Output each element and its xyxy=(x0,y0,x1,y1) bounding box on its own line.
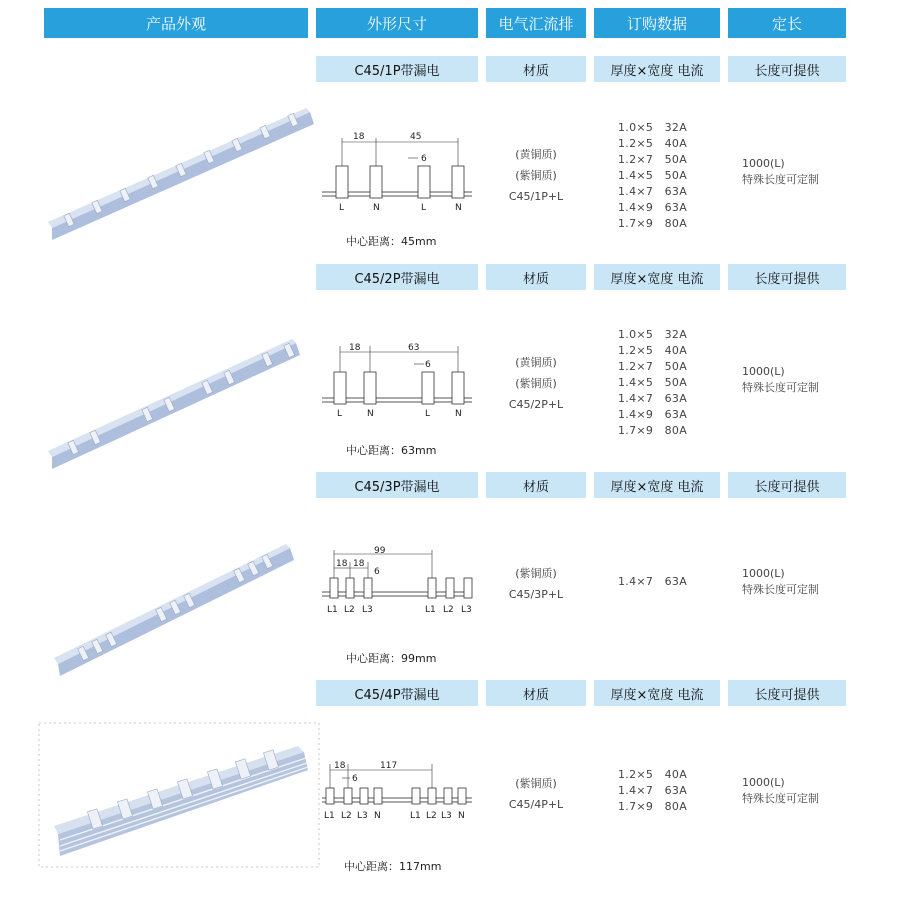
materials-1p xyxy=(486,144,586,207)
dim-label: 18 xyxy=(349,343,361,353)
center-distance-3p: 中心距离：99mm xyxy=(346,652,437,665)
pin-label: L xyxy=(425,409,431,419)
pin-label: N xyxy=(373,203,380,213)
length-note: 特殊长度可定制 xyxy=(742,583,819,596)
material-item: (紫铜质) xyxy=(515,777,557,790)
material-item: C45/4P+L xyxy=(508,798,564,811)
pin-label: L1 xyxy=(327,605,338,615)
order-item: 1.4×7 63A xyxy=(618,392,688,405)
section-2-order-header: 厚度×宽度 电流 xyxy=(594,264,720,290)
order-item: 1.4×7 63A xyxy=(618,575,688,588)
material-item: C45/2P+L xyxy=(508,398,564,411)
material-item: (紫铜质) xyxy=(515,169,557,182)
pin-label: L3 xyxy=(362,605,373,615)
section-3-material-header: 材质 xyxy=(486,472,586,498)
order-item: 1.4×9 63A xyxy=(618,201,688,214)
section-3-length-header: 长度可提供 xyxy=(728,472,846,498)
dim-label: 99 xyxy=(374,546,386,556)
center-distance-4p: 中心距离：117mm xyxy=(344,860,442,873)
section-2-title: C45/2P带漏电 xyxy=(316,264,478,290)
pin-label: L1 xyxy=(410,811,421,821)
length-note: 特殊长度可定制 xyxy=(742,173,819,186)
dim-label: 18 xyxy=(353,559,365,569)
dimension-diagram-1p xyxy=(322,128,482,218)
section-4-title: C45/4P带漏电 xyxy=(316,680,478,706)
order-item: 1.2×5 40A xyxy=(618,344,688,357)
order-item: 1.4×7 63A xyxy=(618,185,688,198)
header-busbar: 电气汇流排 xyxy=(486,8,586,38)
material-item: C45/3P+L xyxy=(508,588,564,601)
pin-label: L3 xyxy=(441,811,452,821)
pin-label: L2 xyxy=(344,605,355,615)
pin-label: L1 xyxy=(324,811,335,821)
length-value: 1000(L) xyxy=(742,157,785,170)
dim-label: 6 xyxy=(425,360,431,370)
length-value: 1000(L) xyxy=(742,567,785,580)
busbar-2p-image xyxy=(44,335,304,475)
section-1-title: C45/1P带漏电 xyxy=(316,56,478,82)
order-item: 1.2×5 40A xyxy=(618,768,688,781)
order-item: 1.2×7 50A xyxy=(618,153,688,166)
dim-label: 18 xyxy=(353,132,365,142)
pin-label: N xyxy=(455,409,462,419)
dimension-diagram-4p xyxy=(322,758,482,826)
dim-label: 6 xyxy=(352,774,358,784)
dim-label: 117 xyxy=(380,761,398,771)
busbar-1p-image xyxy=(44,100,314,250)
pin-label: L2 xyxy=(443,605,454,615)
order-item: 1.0×5 32A xyxy=(618,121,688,134)
pin-label: L2 xyxy=(426,811,437,821)
header-fixed-length: 定长 xyxy=(728,8,846,38)
pin-label: L2 xyxy=(341,811,352,821)
section-2-length-header: 长度可提供 xyxy=(728,264,846,290)
dim-label: 18 xyxy=(334,761,346,771)
section-3-order-header: 厚度×宽度 电流 xyxy=(594,472,720,498)
section-1-length-header: 长度可提供 xyxy=(728,56,846,82)
length-1p xyxy=(742,156,819,188)
section-1-material-header: 材质 xyxy=(486,56,586,82)
material-item: (紫铜质) xyxy=(515,377,557,390)
order-item: 1.7×9 80A xyxy=(618,217,688,230)
materials-4p xyxy=(486,773,586,815)
length-4p xyxy=(742,775,819,807)
order-item: 1.0×5 32A xyxy=(618,328,688,341)
materials-3p xyxy=(486,563,586,605)
order-item: 1.4×7 63A xyxy=(618,784,688,797)
pin-label: L xyxy=(421,203,427,213)
length-note: 特殊长度可定制 xyxy=(742,381,819,394)
orders-3p xyxy=(618,574,687,590)
dimension-diagram-3p xyxy=(322,544,482,620)
pin-label: L xyxy=(337,409,343,419)
section-4-material-header: 材质 xyxy=(486,680,586,706)
dim-label: 6 xyxy=(421,154,427,164)
center-distance-2p: 中心距离：63mm xyxy=(346,444,437,457)
material-item: (黄铜质) xyxy=(515,356,557,369)
orders-4p xyxy=(618,767,687,815)
pin-label: L1 xyxy=(425,605,436,615)
material-item: (黄铜质) xyxy=(515,148,557,161)
pin-label: N xyxy=(455,203,462,213)
length-note: 特殊长度可定制 xyxy=(742,792,819,805)
pin-label: L3 xyxy=(461,605,472,615)
pin-label: N xyxy=(458,811,465,821)
pin-label: N xyxy=(374,811,381,821)
header-order-data: 订购数据 xyxy=(594,8,720,38)
section-4-length-header: 长度可提供 xyxy=(728,680,846,706)
section-2-material-header: 材质 xyxy=(486,264,586,290)
dim-label: 45 xyxy=(410,132,422,142)
pin-label: L xyxy=(339,203,345,213)
busbar-4p-image xyxy=(38,722,320,868)
header-product-appearance: 产品外观 xyxy=(44,8,308,38)
order-item: 1.4×5 50A xyxy=(618,169,688,182)
dim-label: 63 xyxy=(408,343,420,353)
order-item: 1.4×5 50A xyxy=(618,376,688,389)
materials-2p xyxy=(486,352,586,415)
length-value: 1000(L) xyxy=(742,776,785,789)
orders-1p xyxy=(618,120,687,232)
order-item: 1.2×7 50A xyxy=(618,360,688,373)
length-value: 1000(L) xyxy=(742,365,785,378)
dimension-diagram-2p xyxy=(322,340,482,424)
section-3-title: C45/3P带漏电 xyxy=(316,472,478,498)
order-item: 1.7×9 80A xyxy=(618,424,688,437)
busbar-3p-image xyxy=(50,540,300,680)
orders-2p xyxy=(618,327,687,439)
center-distance-1p: 中心距离：45mm xyxy=(346,235,437,248)
header-dimensions: 外形尺寸 xyxy=(316,8,478,38)
section-1-order-header: 厚度×宽度 电流 xyxy=(594,56,720,82)
order-item: 1.4×9 63A xyxy=(618,408,688,421)
order-item: 1.7×9 80A xyxy=(618,800,688,813)
section-4-order-header: 厚度×宽度 电流 xyxy=(594,680,720,706)
order-item: 1.2×5 40A xyxy=(618,137,688,150)
dim-label: 6 xyxy=(374,567,380,577)
pin-label: N xyxy=(367,409,374,419)
material-item: (紫铜质) xyxy=(515,567,557,580)
length-3p xyxy=(742,566,819,598)
dim-label: 18 xyxy=(336,559,348,569)
length-2p xyxy=(742,364,819,396)
material-item: C45/1P+L xyxy=(508,190,564,203)
pin-label: L3 xyxy=(357,811,368,821)
